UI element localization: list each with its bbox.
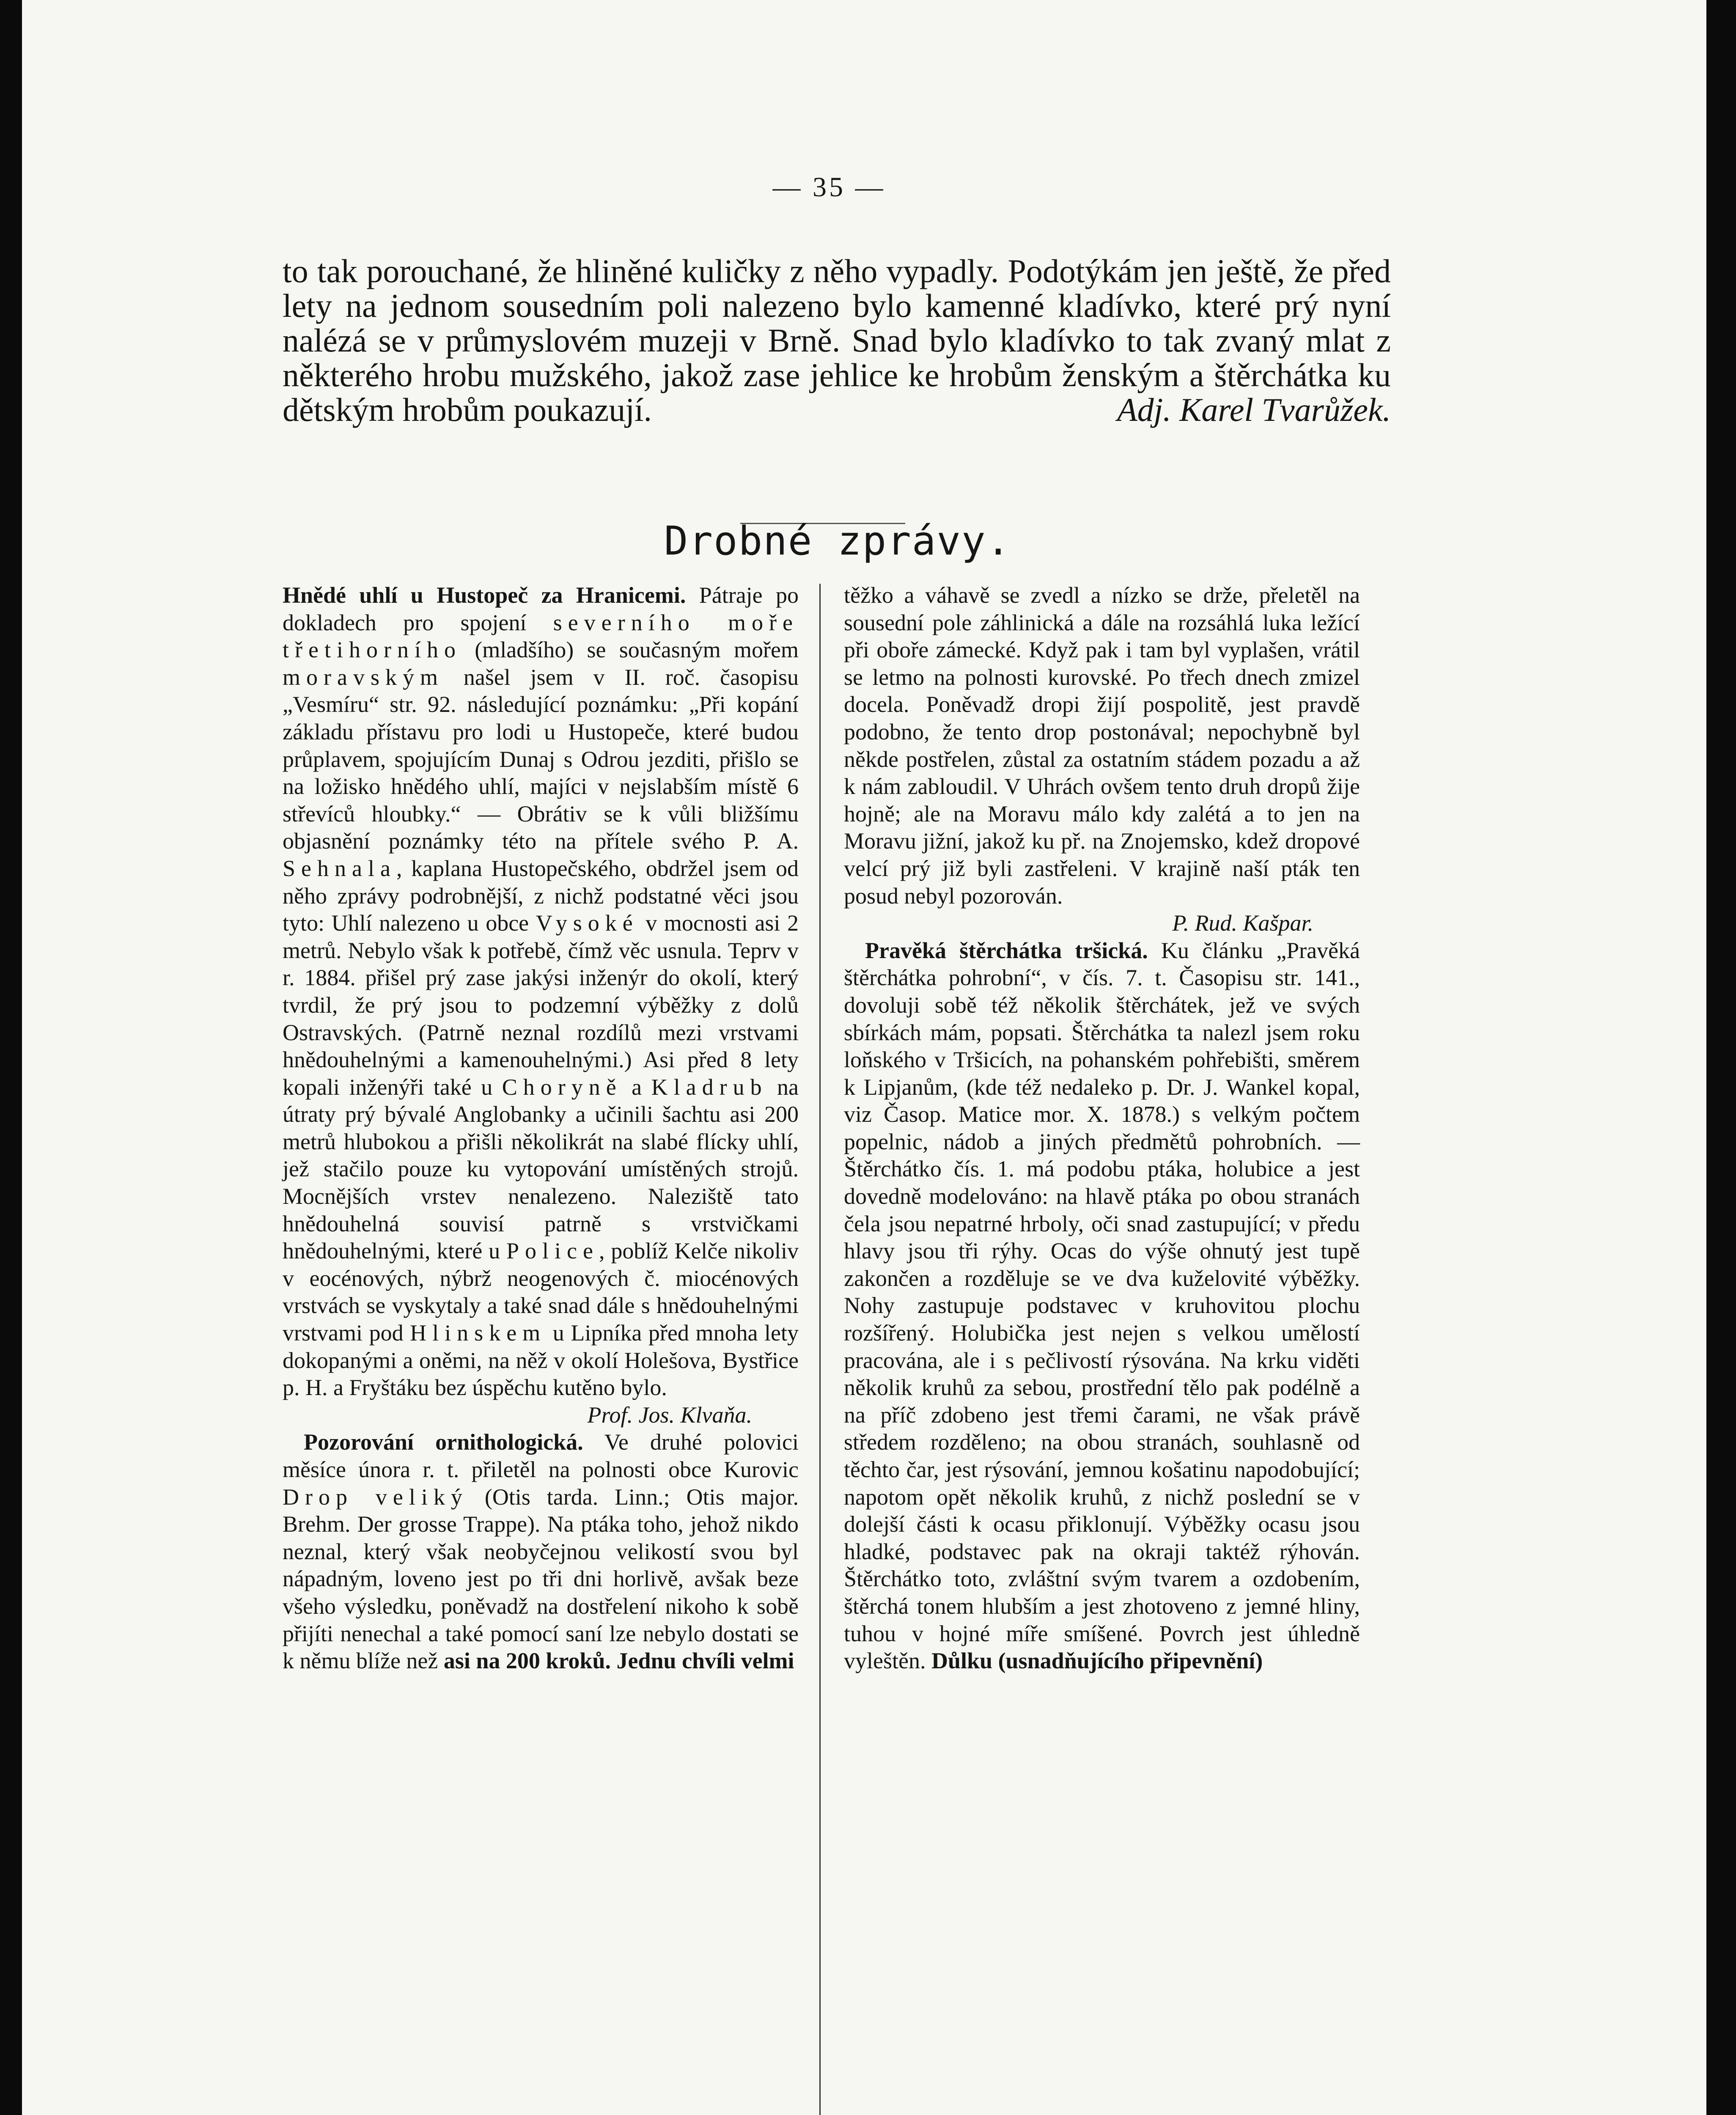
spaced-term: severního moře třetihorního [283,610,799,663]
bold-text: Důlku (usnadňujícího připevnění) [931,1648,1263,1674]
article-text: na útraty prý bývalé Anglobanky a učinili šachtu asi 200 metrů hlubokou a přišli několikrát na slabé flícky uhlí, jež stačilo pouze ku vytopování umístěných strojů. Mocnějších vrstev nenalezeno. Naleziště tato hnědouhelná souvisí patrně s vrstvičkami hnědouhelnými, které u [283,1074,799,1264]
article-text: (Otis tarda. Linn.; Otis major. Brehm. Der grosse Trappe). Na ptáka toho, jehož nikdo neznal, který však neobyčejnou velikostí svou byl nápadným, loveno jest po tři dni horlivě, avšak beze všeho výsledku, poněvadž na dostřelení nikoho k sobě přijíti nenechal a také pomocí saní lze nebylo dostati se k němu blíže než [283,1484,799,1674]
article-text: Pátraje po dokladech pro spojení [283,582,799,635]
article-heading: Hnědé uhlí u Hustopeč za Hranicemi. [283,582,686,608]
article-text: , poblíž Kelče nikoliv v eocénových, nýbrž neogenových č. miocénových vrstvách se vyskytaly a také snad dále s hnědouhelnými vrstvami pod [283,1238,799,1346]
article-ornithology-continued [844,582,1360,937]
spaced-term: Hlinskem [410,1320,547,1346]
spaced-term: Vysoké [536,910,639,936]
section-title: Drobné zprávy. [664,518,1011,564]
intro-signature: Adj. Karel Tvarůžek. [1117,391,1391,428]
intro-text [283,254,1391,427]
bold-text: asi na 200 kroků. Jednu chvíli velmi [443,1648,794,1674]
article-signature: P. Rud. Kašpar. [1172,910,1313,936]
page-number: — 35 — [772,172,886,203]
column-divider [819,584,821,2115]
spaced-term: Kladrub [651,1074,768,1100]
article-text: v mocnosti asi 2 metrů. Nebylo však k potřebě, čímž věc usnula. Teprv v r. 1884. přišel prý zase jakýsi inženýr do okolí, který tvrdil, že prý jsou to podzemní výběžky z dolů Ostravských. (Patrně neznal rozdílů mezi vrstvami hnědouhelnými a kamenouhelnými.) Asi před 8 lety kopali inženýři také u [283,910,799,1100]
article-text: těžko a váhavě se zvedl a nízko se drže, přeletěl na sousední pole záhlinická a dále na rozsáhlá luka ležící při oboře zámecké. Když pak i tam byl vyplašen, vrátil se letmo na polnosti kurovské. Po třech dnech zmizel docela. Poněvadž dropi žijí pospolitě, jest pravdě podobno, že tento drop postonával; nepochybně byl někde postřelen, zůstal za ostatním stádem pozadu a až k nám zabloudil. V Uhrách ovšem tento druh dropů žije hojně; ale na Moravu málo kdy zalétá a to jen na Moravu jižní, jakož ku př. na Znojemsko, kdež dropové velcí prý již byli zastřeleni. V krajině naší pták ten posud nebyl pozorován. [844,582,1360,909]
spaced-term: moravským [283,664,444,690]
spaced-term: Sehnala [283,855,396,881]
article-text: u Lipníka před mnoha lety dokopanými a oněmi, na něž v okolí Holešova, Bystřice p. H. a Fryštáku bez úspěchu kutěno bylo. [283,1320,799,1401]
article-rattles [844,937,1360,1675]
article-text: a [622,1074,651,1100]
spaced-term: Choryně [502,1074,622,1100]
article-text: (mladšího) se současným mořem [461,637,799,663]
article-heading: Pravěká štěrchátka tršická. [865,937,1148,963]
article-coal [283,582,799,1428]
article-text: Ku článku „Pravěká štěrchátka pohrobní“, v čís. 7. t. Časopisu str. 141., dovoluji sobě též několik štěrchátek, jež ve svých sbírkách mám, popsati. Štěrchátka ta nalezl jsem roku loňského v Tršicích, na pohanském pohřebišti, směrem k Lipjanům, (kde též nedaleko p. Dr. J. Wankel kopal, viz Časop. Matice mor. X. 1878.) s velkým počtem popelnic, nádob a jiných předmětů pohrobních. — Štěrchátko čís. 1. má podobu ptáka, holubice a jest dovedně modelováno: na hlavě ptáka po obou stranách čela jsou nepatrné hrboly, oči snad zastupující; v předu hlavy jsou tři rýhy. Ocas do výše ohnutý jest tupě zakončen a rozděluje se ve dva kuželovité výběžky. Nohy zastupuje podstavec v kruhovitou plochu rozšířený. Holubička jest nejen s velkou umělostí pracována, ale i s pečlivostí rýsována. Na krku viděti několik kruhů za sebou, prostřední tělo pak podélně a na příč zdobeno jest třemi čarami, ne však právě středem rozděleno; na obou stranách, souhlasně od těchto čar, jest rýsování, jemnou košatinu napodobující; napotom opět několik kruhů, z nichž poslední se v dolejší části k ocasu přiklonují. Výběžky ocasu jsou hladké, podstavec pak na okraji taktéž rýhován. Štěrchátko toto, zvláštní svým tvarem a ozdobením, štěrchá tonem hlubším a jest zhotoveno z jemné hliny, tuhou v hojné míře smíšené. Povrch jest úhledně vyleštěn. [844,937,1360,1674]
intro-body: to tak porouchané, že hliněné kuličky z něho vypadly. Podotýkám jen ještě, že před lety na jednom sousedním poli nalezeno bylo kamenné kladívko, které prý nyní nalézá se v průmyslovém muzeji v Brně. Snad bylo kladívko to tak zvaný mlat z některého hrobu mužského, jakož zase jehlice ke hrobům ženským a štěrchátka ku dětským hrobům poukazují. [283,253,1391,428]
intro-paragraph [283,254,1391,427]
right-column [844,582,1360,1675]
left-column [283,582,799,1675]
article-heading: Pozorování ornithologická. [304,1429,583,1455]
scan-border-right [1706,0,1736,2115]
article-text: našel jsem v II. roč. časopisu „Vesmíru“ str. 92. následující poznámku: „Při kopání základu přístavu pro lodi u Hustopeče, které budou průplavem, spojujícím Dunaj s Odrou jezditi, přišlo se na ložisko hnědého uhlí, majíci v nejslabším místě 6 střevíců hloubky.“ — Obrátiv se k vůli bližšímu objasnění poznámky této na přítele svého P. A. [283,664,799,854]
article-ornithology [283,1428,799,1674]
spaced-term: Police [506,1238,599,1264]
article-text: , kaplana Hustopečského, obdržel jsem od něho zprávy podrobnější, z nichž podstatné věci jsou tyto: Uhlí nalezeno u obce [283,855,799,936]
scan-border-left [0,0,22,2115]
spaced-term: Drop veliký [283,1484,468,1510]
article-signature: Prof. Jos. Klvaňa. [587,1402,752,1428]
article-text: Ve druhé polovici měsíce února r. t. přiletěl na polnosti obce Kurovic [283,1429,799,1482]
